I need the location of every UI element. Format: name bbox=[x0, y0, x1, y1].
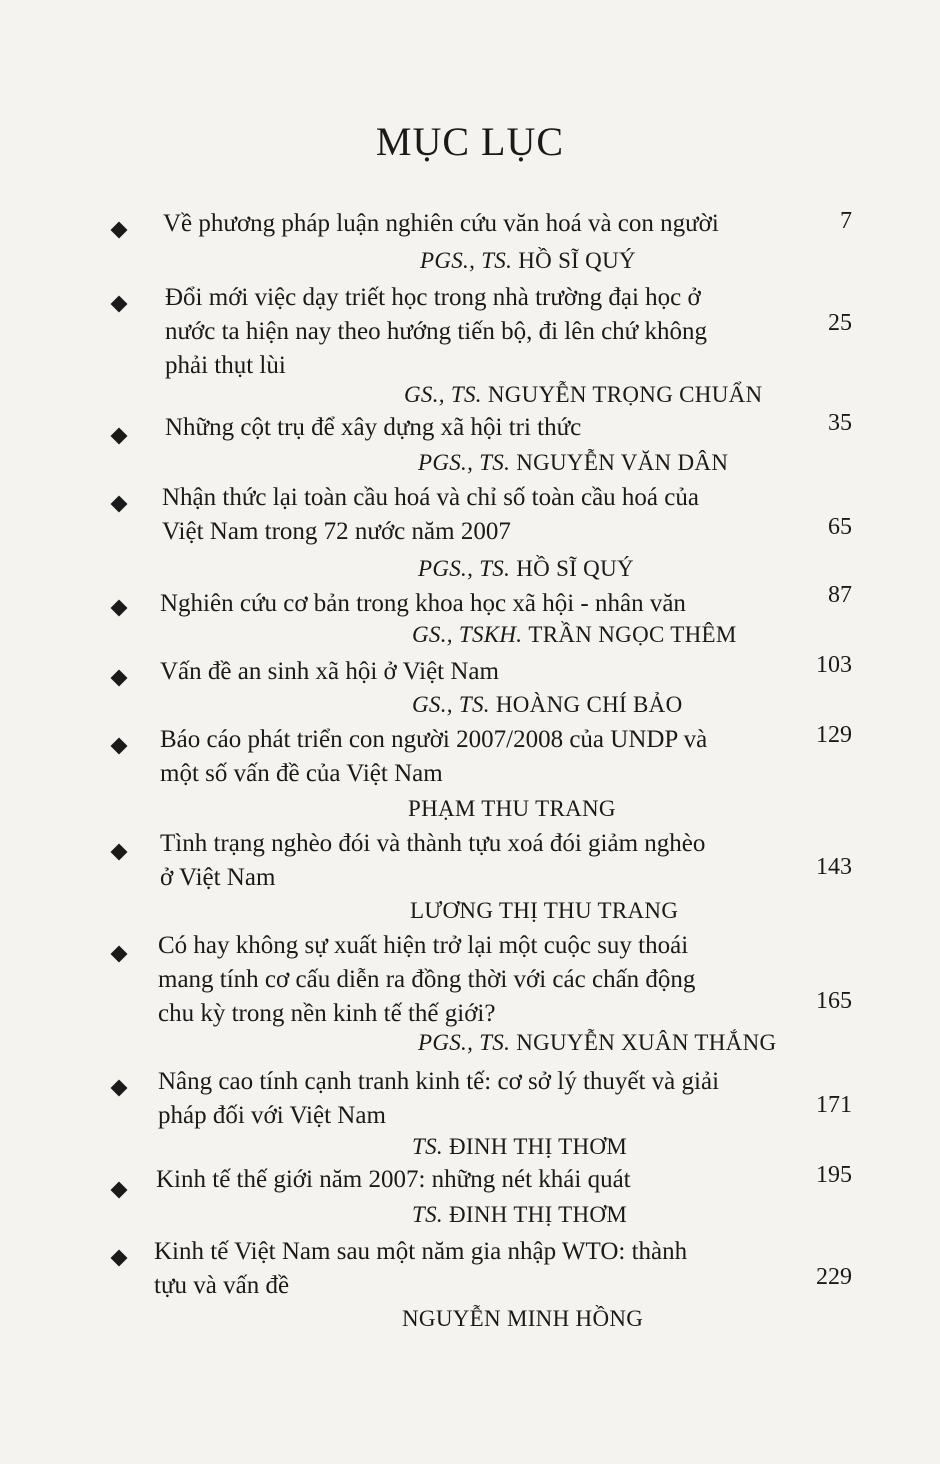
diamond-bullet-icon bbox=[111, 844, 128, 861]
diamond-bullet-icon bbox=[111, 1080, 128, 1097]
page-number: 195 bbox=[816, 1162, 852, 1188]
entry-title-line: ở Việt Nam bbox=[160, 864, 276, 891]
page-number: 87 bbox=[828, 582, 852, 608]
entry-title-line: Việt Nam trong 72 nước năm 2007 bbox=[162, 518, 511, 545]
entry-title-line: chu kỳ trong nền kinh tế thế giới? bbox=[158, 1000, 496, 1027]
entry-author bbox=[420, 248, 636, 274]
author-name: HỒ SĨ QUÝ bbox=[518, 248, 636, 273]
entry-title-line: Kinh tế Việt Nam sau một năm gia nhập WTO: thành bbox=[154, 1238, 688, 1265]
author-name: ĐINH THỊ THƠM bbox=[449, 1202, 628, 1227]
page-number: 165 bbox=[816, 988, 852, 1014]
entry-title-line: nước ta hiện nay theo hướng tiến bộ, đi lên chứ không bbox=[165, 318, 707, 345]
author-name: LƯƠNG THỊ THU TRANG bbox=[410, 898, 679, 923]
entry-author bbox=[408, 796, 616, 822]
entry-title-line: pháp đối với Việt Nam bbox=[158, 1102, 386, 1129]
entry-title-line: Nghiên cứu cơ bản trong khoa học xã hội - nhân văn bbox=[160, 590, 686, 617]
entry-author bbox=[404, 382, 762, 408]
entry-title-line: Báo cáo phát triển con người 2007/2008 của UNDP và bbox=[160, 726, 708, 753]
author-degree: TS. bbox=[412, 1202, 449, 1227]
entry-title-line: Có hay không sự xuất hiện trở lại một cuộc suy thoái bbox=[158, 932, 689, 959]
author-name: NGUYỄN MINH HỒNG bbox=[402, 1306, 644, 1331]
entry-title-line: Vấn đề an sinh xã hội ở Việt Nam bbox=[160, 658, 499, 685]
diamond-bullet-icon bbox=[111, 1250, 128, 1267]
entry-title-line: Những cột trụ để xây dựng xã hội tri thức bbox=[165, 414, 582, 441]
entry-title-line: Về phương pháp luận nghiên cứu văn hoá và con người bbox=[163, 210, 719, 237]
entry-title-line: tựu và vấn đề bbox=[154, 1272, 290, 1299]
entry-title-line: mang tính cơ cấu diễn ra đồng thời với các chấn động bbox=[158, 966, 696, 993]
entry-title-line: Nhận thức lại toàn cầu hoá và chỉ số toàn cầu hoá của bbox=[162, 484, 699, 511]
author-degree: PGS., TS. bbox=[418, 450, 517, 475]
author-name: HỒ SĨ QUÝ bbox=[516, 556, 634, 581]
author-degree: GS., TS. bbox=[412, 692, 496, 717]
entry-author bbox=[418, 1030, 776, 1056]
author-name: NGUYỄN XUÂN THẮNG bbox=[516, 1030, 777, 1055]
entry-title-line: Đổi mới việc dạy triết học trong nhà trường đại học ở bbox=[165, 284, 701, 311]
page-number: 35 bbox=[828, 410, 852, 436]
page-title: MỤC LỤC bbox=[375, 119, 565, 164]
entry-title-line: Tình trạng nghèo đói và thành tựu xoá đói giảm nghèo bbox=[160, 830, 706, 857]
page-number: 7 bbox=[840, 208, 852, 234]
page-number: 129 bbox=[816, 722, 852, 748]
entry-title-line: một số vấn đề của Việt Nam bbox=[160, 760, 443, 787]
author-degree: PGS., TS. bbox=[418, 556, 517, 581]
page-number: 65 bbox=[828, 514, 852, 540]
diamond-bullet-icon bbox=[111, 222, 128, 239]
entry-author bbox=[418, 450, 728, 476]
author-degree: GS., TSKH. bbox=[412, 622, 529, 647]
author-name: NGUYỄN VĂN DÂN bbox=[516, 450, 729, 475]
page-number: 229 bbox=[816, 1264, 852, 1290]
page-number: 103 bbox=[816, 652, 852, 678]
entry-title-line: phải thụt lùi bbox=[165, 352, 286, 379]
author-name: NGUYỄN TRỌNG CHUẨN bbox=[487, 382, 763, 407]
author-name: PHẠM THU TRANG bbox=[408, 796, 616, 821]
entry-author bbox=[402, 1306, 643, 1332]
author-name: TRẦN NGỌC THÊM bbox=[528, 622, 737, 647]
diamond-bullet-icon bbox=[111, 496, 128, 513]
diamond-bullet-icon bbox=[111, 1182, 128, 1199]
diamond-bullet-icon bbox=[111, 296, 128, 313]
author-degree: GS., TS. bbox=[404, 382, 488, 407]
diamond-bullet-icon bbox=[111, 428, 128, 445]
entry-author bbox=[410, 898, 678, 924]
diamond-bullet-icon bbox=[111, 946, 128, 963]
entry-title-line: Kinh tế thế giới năm 2007: những nét khái quát bbox=[156, 1166, 631, 1193]
entry-author bbox=[412, 622, 737, 648]
author-degree: TS. bbox=[412, 1134, 449, 1159]
entry-author bbox=[412, 692, 682, 718]
page-number: 171 bbox=[816, 1092, 852, 1118]
page-number: 143 bbox=[816, 854, 852, 880]
entry-author bbox=[418, 556, 634, 582]
entry-author bbox=[412, 1202, 627, 1228]
author-degree: PGS., TS. bbox=[420, 248, 519, 273]
entry-author bbox=[412, 1134, 627, 1160]
entry-title-line: Nâng cao tính cạnh tranh kinh tế: cơ sở lý thuyết và giải bbox=[158, 1068, 720, 1095]
page-number: 25 bbox=[828, 310, 852, 336]
author-name: ĐINH THỊ THƠM bbox=[449, 1134, 628, 1159]
diamond-bullet-icon bbox=[111, 600, 128, 617]
diamond-bullet-icon bbox=[111, 670, 128, 687]
diamond-bullet-icon bbox=[111, 738, 128, 755]
author-degree: PGS., TS. bbox=[418, 1030, 517, 1055]
author-name: HOÀNG CHÍ BẢO bbox=[495, 692, 683, 717]
